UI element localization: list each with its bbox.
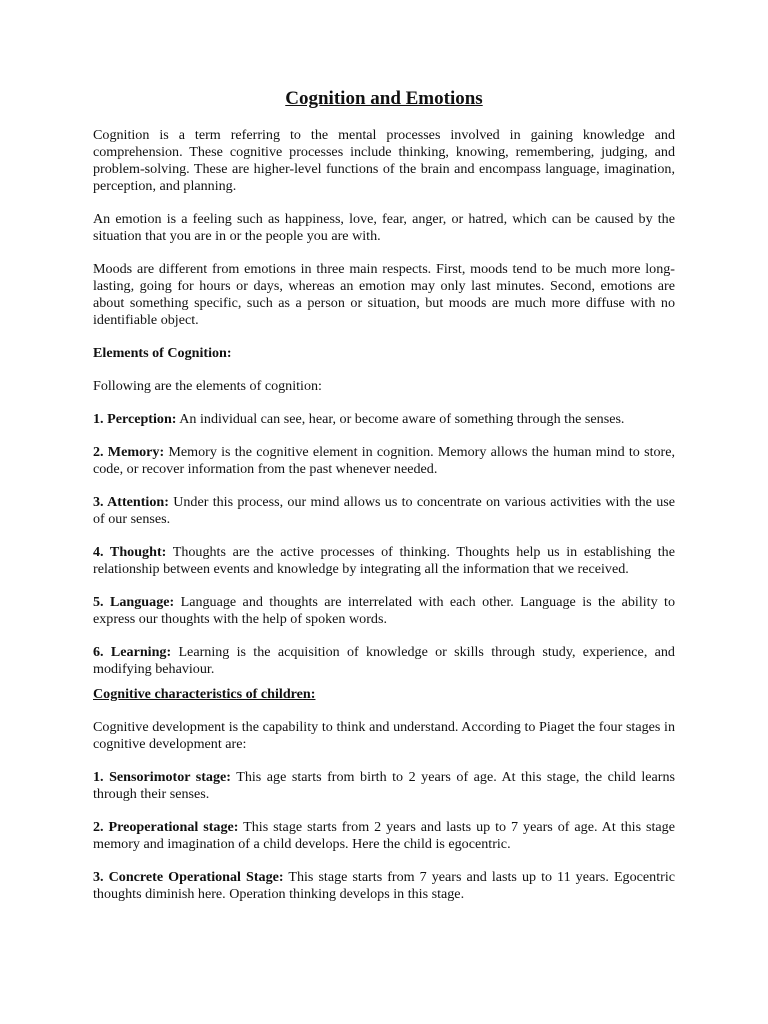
- element-text: Language and thoughts are interrelated with each other. Language is the ability to express our thoughts with the help of spoken words.: [93, 594, 675, 627]
- element-term: 4. Thought:: [93, 544, 167, 560]
- intro-paragraph-moods: Moods are different from emotions in three main respects. First, moods tend to be much more long-lasting, going for hours or days, whereas an emotion may only last minutes. Second, emotions are about something specific, such as a person or situation, but moods are much more diffuse with no identifiable object.: [93, 261, 675, 328]
- element-term: 3. Attention:: [93, 494, 169, 510]
- element-item-thought: [93, 544, 675, 578]
- element-item-learning: [93, 644, 675, 678]
- children-heading: Cognitive characteristics of children:: [93, 686, 316, 702]
- element-item-language: [93, 594, 675, 628]
- element-item-perception: [93, 411, 675, 428]
- stage-term: 1. Sensorimotor stage:: [93, 769, 231, 785]
- page-title: Cognition and Emotions: [285, 88, 483, 109]
- stage-item-concrete-operational: [93, 869, 675, 903]
- elements-heading: Elements of Cognition:: [93, 345, 232, 361]
- stage-item-preoperational: [93, 819, 675, 853]
- intro-paragraph-emotion: An emotion is a feeling such as happiness, love, fear, anger, or hatred, which can be caused by the situation that you are in or the people you are with.: [93, 211, 675, 244]
- element-term: 1. Perception:: [93, 411, 177, 427]
- element-term: 6. Learning:: [93, 644, 172, 660]
- element-item-attention: [93, 494, 675, 528]
- elements-lead: Following are the elements of cognition:: [93, 378, 322, 394]
- element-term: 5. Language:: [93, 594, 175, 610]
- element-text: Under this process, our mind allows us to concentrate on various activities with the use of our senses.: [93, 494, 675, 527]
- stage-term: 2. Preoperational stage:: [93, 819, 239, 835]
- stage-term: 3. Concrete Operational Stage:: [93, 869, 284, 885]
- stage-text: This stage starts from 7 years and lasts up to 11 years. Egocentric thoughts diminish here. Operation thinking develops in this stage.: [93, 869, 675, 902]
- element-item-memory: [93, 444, 675, 478]
- stage-item-sensorimotor: [93, 769, 675, 803]
- element-term: 2. Memory:: [93, 444, 165, 460]
- element-text: Memory is the cognitive element in cognition. Memory allows the human mind to store, code, or recover information from the past whenever needed.: [93, 444, 676, 477]
- element-text: Thoughts are the active processes of thinking. Thoughts help us in establishing the relationship between events and knowledge by integrating all the information that we received.: [93, 544, 675, 577]
- document-body: [93, 127, 675, 919]
- stage-text: This age starts from birth to 2 years of age. At this stage, the child learns through their senses.: [93, 769, 675, 802]
- element-text: An individual can see, hear, or become aware of something through the senses.: [179, 411, 625, 427]
- children-lead: Cognitive development is the capability to think and understand. According to Piaget the four stages in cognitive development are:: [93, 719, 675, 752]
- element-text: Learning is the acquisition of knowledge or skills through study, experience, and modifying behaviour.: [93, 644, 675, 677]
- stage-text: This stage starts from 2 years and lasts up to 7 years of age. At this stage memory and imagination of a child develops. Here the child is egocentric.: [93, 819, 675, 852]
- intro-paragraph-cognition: Cognition is a term referring to the mental processes involved in gaining knowledge and comprehension. These cognitive processes include thinking, knowing, remembering, judging, and problem-solving. These are higher-level functions of the brain and encompass language, imagination, perception, and planning.: [93, 127, 675, 194]
